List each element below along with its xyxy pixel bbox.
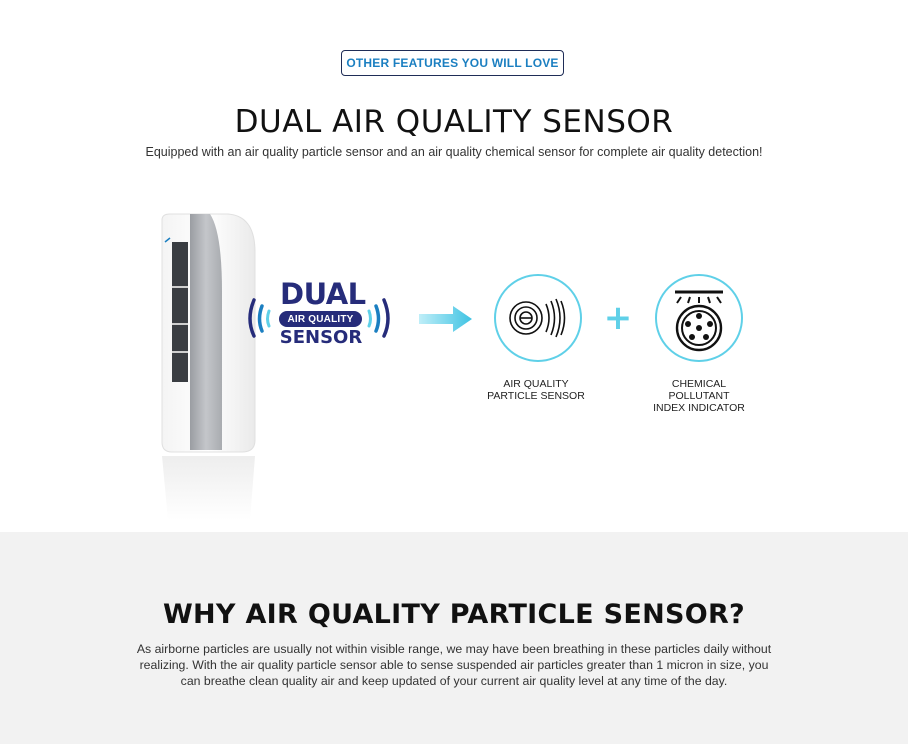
particle-sensor-caption xyxy=(480,378,592,402)
chemical-sensor-caption xyxy=(640,378,758,414)
plus-icon: + xyxy=(603,298,633,338)
logo-dual-text: DUAL xyxy=(280,277,366,311)
caption-line: CHEMICAL POLLUTANT INDEX INDICATOR xyxy=(653,378,745,414)
section-body: As airborne particles are usually not within visible range, we may have been breathing in these particles daily without realizing. With the air quality particle sensor able to sense suspended air particles greater than 1 micron in size, you can breathe clean quality air and keep updated of your current air quality level at any time of the day. xyxy=(136,642,772,688)
particle-sensor-badge xyxy=(494,274,582,362)
page-subtitle: Equipped with an air quality particle sensor and an air quality chemical sensor for complete air quality detection! xyxy=(145,145,763,159)
chemical-sensor-icon xyxy=(657,276,741,360)
particle-sensor-icon xyxy=(496,276,580,360)
chemical-sensor-badge xyxy=(655,274,743,362)
arrow-right-icon xyxy=(419,305,473,333)
logo-air-quality-pill: AIR QUALITY xyxy=(279,311,362,327)
air-purifier-image xyxy=(150,212,265,522)
page-title: DUAL AIR QUALITY SENSOR xyxy=(234,104,674,140)
explanation-section xyxy=(0,532,908,744)
section-title: WHY AIR QUALITY PARTICLE SENSOR? xyxy=(162,599,746,630)
logo-sensor-text: SENSOR xyxy=(279,327,363,348)
caption-line: AIR QUALITY PARTICLE SENSOR xyxy=(487,378,585,402)
features-badge: OTHER FEATURES YOU WILL LOVE xyxy=(341,50,564,76)
